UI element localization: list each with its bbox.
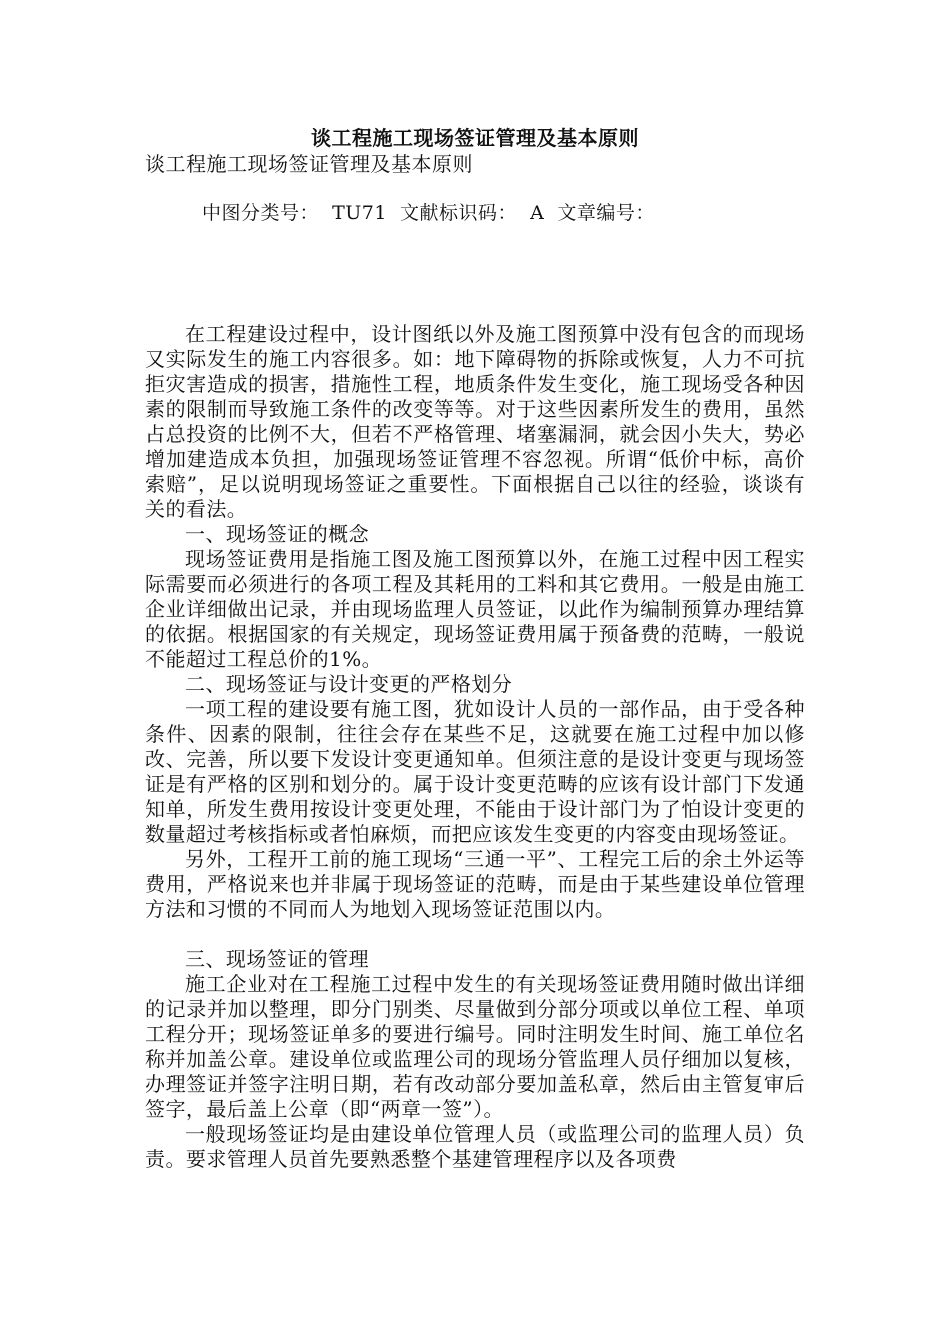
classification-meta: 中图分类号： TU71 文献标识码： A 文章编号： xyxy=(202,202,655,224)
paragraph-design-change: 一项工程的建设要有施工图，犹如设计人员的一部作品，由于受各种条件、因素的限制，往往会存在某些不足，这就要在施工过程中加以修改、完善，所以要下发设计变更通知单。但须注意的是设计变更与现场签证是有严格的区别和划分的。属于设计变更范畴的应该有设计部门下发通知单，所发生费用按设计变更处理，不能由于设计部门为了怕设计变更的数量超过考核指标或者怕麻烦，而把应该发生变更的内容变由现场签证。 xyxy=(145,697,805,846)
document-subtitle: 谈工程施工现场签证管理及基本原则 xyxy=(145,152,473,176)
paragraph-management: 施工企业对在工程施工过程中发生的有关现场签证费用随时做出详细的记录并加以整理，即分门别类、尽量做到分部分项或以单位工程、单项工程分开；现场签证单多的要进行编号。同时注明发生时间、施工单位名称并加盖公章。建设单位或监理公司的现场分管监理人员仔细加以复核，办理签证并签字注明日期，若有改动部分要加盖私章，然后由主管复审后签字，最后盖上公章（即“两章一签”）。 xyxy=(145,972,805,1121)
paragraph-responsibility: 一般现场签证均是由建设单位管理人员（或监理公司的监理人员）负责。要求管理人员首先要熟悉整个基建管理程序以及各项费 xyxy=(145,1122,805,1171)
paragraph-concept: 现场签证费用是指施工图及施工图预算以外，在施工过程中因工程实际需要而必须进行的各项工程及其耗用的工料和其它费用。一般是由施工企业详细做出记录，并由现场监理人员签证，以此作为编制预算办理结算的依据。根据国家的有关规定，现场签证费用属于预备费的范畴，一般说不能超过工程总价的1%。 xyxy=(145,547,805,671)
paragraph-other-costs: 另外，工程开工前的施工现场“三通一平”、工程完工后的余土外运等费用，严格说来也并非属于现场签证的范畴，而是由于某些建设单位管理方法和习惯的不同而人为地划入现场签证范围以内。 xyxy=(145,847,805,921)
document-body xyxy=(145,322,805,1172)
section-heading-1: 一、现场签证的概念 xyxy=(185,522,370,546)
document-title: 谈工程施工现场签证管理及基本原则 xyxy=(311,126,639,150)
paragraph-intro: 在工程建设过程中，设计图纸以外及施工图预算中没有包含的而现场又实际发生的施工内容很多。如：地下障碍物的拆除或恢复，人力不可抗拒灾害造成的损害，措施性工程，地质条件发生变化，施工现场受各种因素的限制而导致施工条件的改变等等。对于这些因素所发生的费用，虽然占总投资的比例不大，但若不严格管理、堵塞漏洞，就会因小失大，势必增加建造成本负担，加强现场签证管理不容忽视。所谓“低价中标，高价索赔”，足以说明现场签证之重要性。下面根据自己以往的经验，谈谈有关的看法。 xyxy=(145,322,805,521)
section-heading-2: 二、现场签证与设计变更的严格划分 xyxy=(185,672,513,696)
section-heading-3: 三、现场签证的管理 xyxy=(185,947,370,971)
paragraph-spacer xyxy=(145,922,805,947)
